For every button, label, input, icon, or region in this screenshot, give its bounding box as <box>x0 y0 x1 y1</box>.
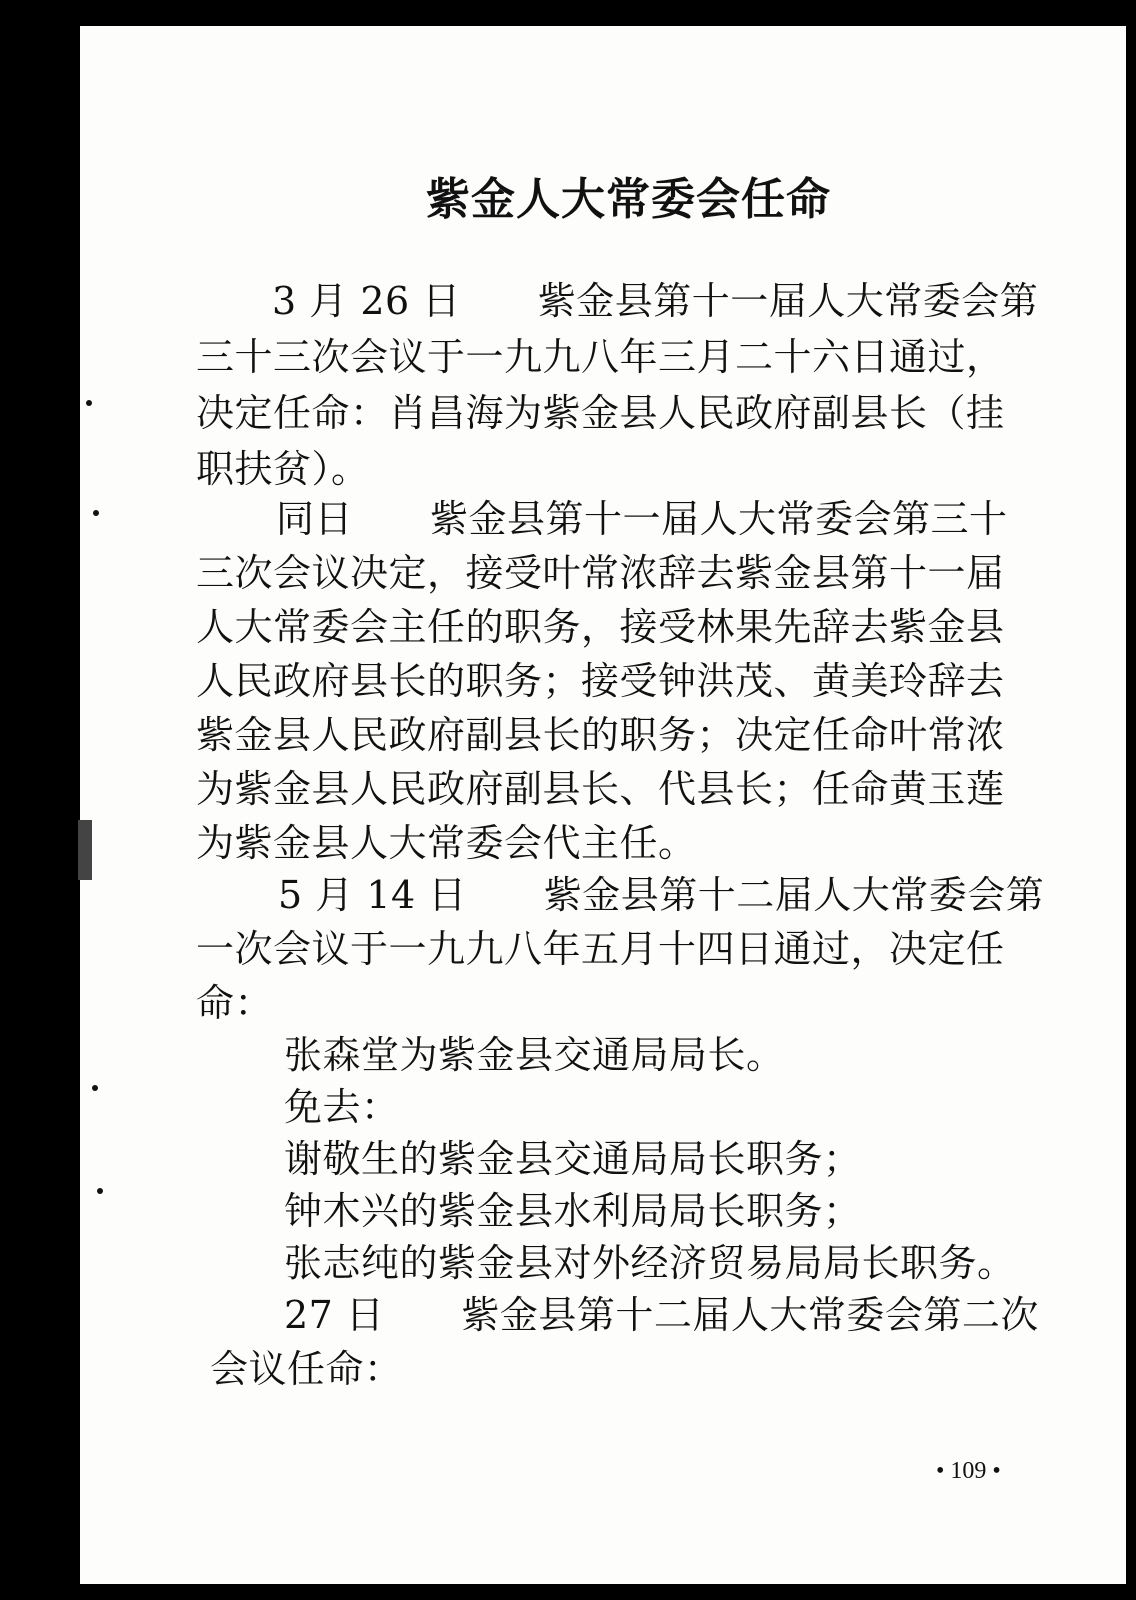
text-line: 为紫金县人大常委会代主任。 <box>196 821 697 865</box>
text-line: 张森堂为紫金县交通局局长。 <box>284 1033 785 1077</box>
text-line: 紫金县人民政府副县长的职务；决定任命叶常浓 <box>196 713 1005 757</box>
text-line: 一次会议于一九九八年五月十四日通过，决定任 <box>196 927 1005 971</box>
scan-speck <box>86 400 92 406</box>
scan-border-bottom <box>0 1584 1136 1600</box>
text-line: 同日 紫金县第十一届人大常委会第三十 <box>276 497 1008 541</box>
text-line: 决定任命：肖昌海为紫金县人民政府副县长（挂 <box>196 391 1005 435</box>
text-line: 27 日 紫金县第十二届人大常委会第二次 <box>284 1293 1039 1337</box>
scan-speck <box>92 1085 98 1091</box>
scan-border-right <box>1126 0 1136 1600</box>
text-line: 免去： <box>284 1085 400 1129</box>
text-line: 命： <box>196 981 274 1025</box>
scan-border-top <box>0 0 1136 26</box>
scan-speck <box>97 1188 103 1194</box>
text-line: 三次会议决定，接受叶常浓辞去紫金县第十一届 <box>196 551 1005 595</box>
text-line: 5 月 14 日 紫金县第十二届人大常委会第 <box>278 873 1045 917</box>
page-number: • 109 • <box>936 1458 1001 1484</box>
text-line: 会议任命： <box>210 1347 403 1391</box>
scan-speck <box>93 510 99 516</box>
text-line: 职扶贫）。 <box>196 447 370 491</box>
text-line: 三十三次会议于一九九八年三月二十六日通过， <box>196 335 1005 379</box>
text-line: 为紫金县人民政府副县长、代县长；任命黄玉莲 <box>196 767 1005 811</box>
text-line: 张志纯的紫金县对外经济贸易局局长职务。 <box>284 1241 1016 1285</box>
text-line: 人大常委会主任的职务，接受林果先辞去紫金县 <box>196 605 1005 649</box>
page-title: 紫金人大常委会任命 <box>426 174 831 225</box>
margin-mark <box>78 820 92 880</box>
text-line: 人民政府县长的职务；接受钟洪茂、黄美玲辞去 <box>196 659 1005 703</box>
text-line: 钟木兴的紫金县水利局局长职务； <box>284 1189 862 1233</box>
text-line: 3 月 26 日 紫金县第十一届人大常委会第 <box>272 279 1039 323</box>
scan-border-left <box>0 0 80 1600</box>
text-line: 谢敬生的紫金县交通局局长职务； <box>284 1137 862 1181</box>
